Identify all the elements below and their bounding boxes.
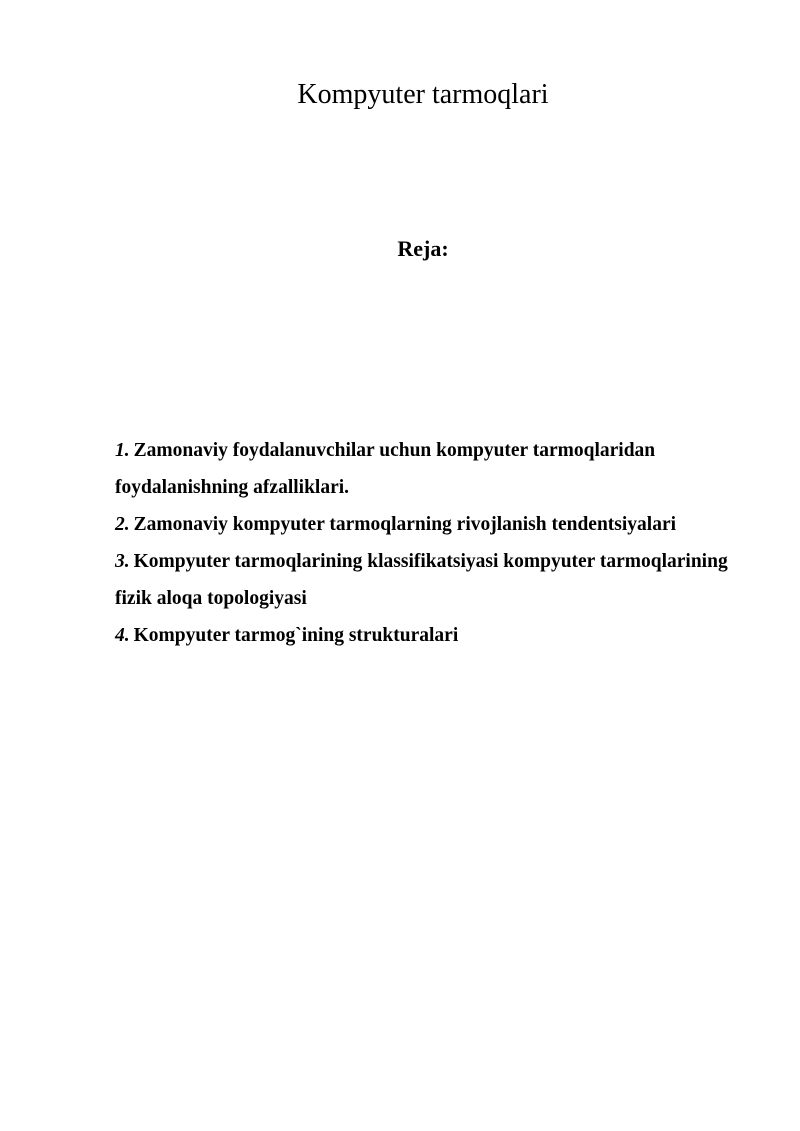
plan-item-number: 3. (115, 551, 130, 572)
plan-item-4 (115, 617, 765, 654)
plan-item-number: 4. (115, 625, 130, 646)
plan-item-text: Kompyuter tarmoqlarining klassifikatsiyasi kompyuter tarmoqlarining fizik aloqa topologiyasi (115, 551, 728, 609)
plan-item-text: Zamonaviy foydalanuvchilar uchun kompyuter tarmoqlaridan foydalanishning afzalliklari. (115, 440, 656, 498)
plan-item-2 (115, 506, 765, 543)
plan-item-text: Zamonaviy kompyuter tarmoqlarning rivojlanish tendentsiyalari (133, 514, 677, 535)
plan-item-number: 2. (115, 514, 130, 535)
plan-list (115, 432, 765, 654)
plan-heading: Reja: (397, 236, 449, 261)
document-title: Kompyuter tarmoqlari (297, 79, 549, 110)
plan-item-number: 1. (115, 440, 130, 461)
plan-item-text: Kompyuter tarmog`ining strukturalari (133, 625, 459, 646)
plan-item-3 (115, 543, 765, 617)
plan-item-1 (115, 432, 765, 506)
